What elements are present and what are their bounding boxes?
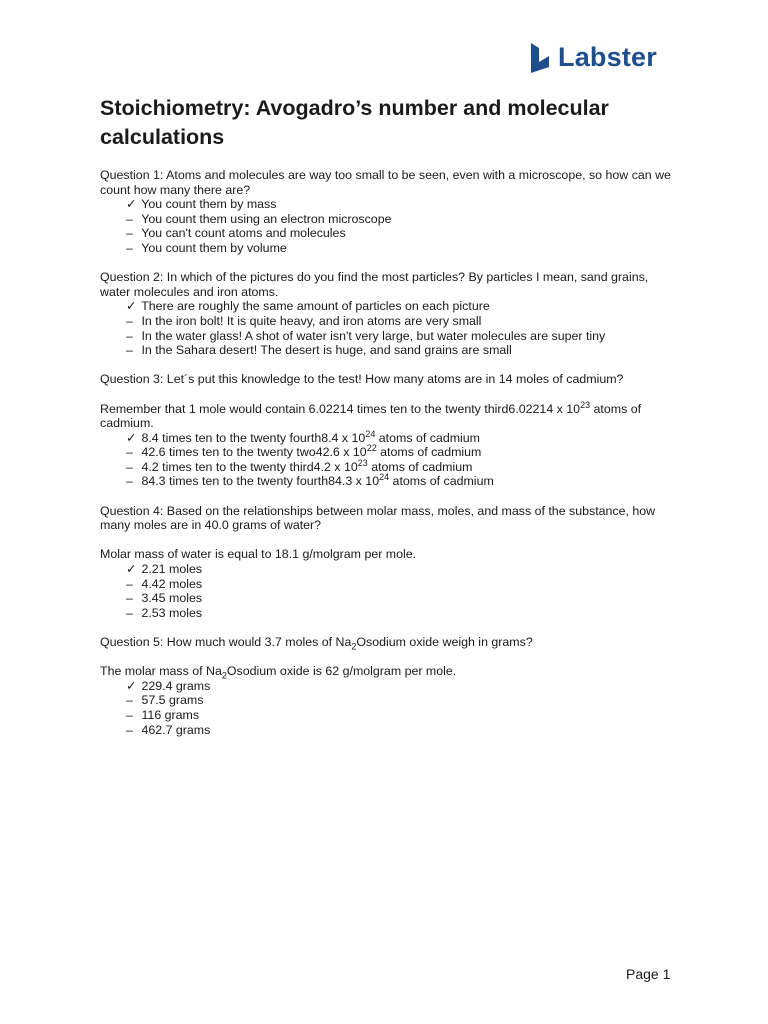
answer-option (126, 591, 680, 606)
answer-option (126, 723, 680, 738)
document-body (100, 168, 680, 752)
question-note: Molar mass of water is equal to 18.1 g/molgram per mole. (100, 547, 417, 562)
dash-icon: – (126, 226, 133, 241)
dash-icon: – (126, 605, 133, 620)
answer-option (126, 562, 680, 577)
answer-list (100, 299, 680, 357)
answer-option: – 4.2 times ten to the twenty third4.2 x $10^{23}$ atoms of cadmium (126, 457, 473, 474)
answer-text: 2.53 moles (141, 605, 203, 620)
dash-icon: – (126, 313, 133, 328)
answer-option (126, 708, 680, 723)
answer-text: In the water glass! A shot of water isn't very large, but water molecules are super tiny (141, 328, 606, 343)
answer-text: You count them using an electron microscope (141, 211, 392, 226)
answer-text: 3.45 moles (141, 591, 203, 606)
question-5 (100, 635, 680, 737)
answer-option (126, 679, 680, 694)
check-icon: ✓ (126, 562, 137, 577)
answer-option (126, 197, 680, 212)
answer-option (126, 299, 680, 314)
answer-text: There are roughly the same amount of particles on each picture (141, 299, 490, 314)
answer-option (126, 577, 680, 592)
answer-list (100, 428, 680, 489)
dash-icon: – (126, 707, 133, 722)
check-icon: ✓ (126, 197, 137, 212)
question-text: Question 5: How much would 3.7 moles of $Na_2Osodium$ oxide weigh in grams? (100, 635, 533, 652)
labster-logo-icon (528, 43, 550, 73)
check-icon: ✓ (126, 430, 137, 445)
answer-option (126, 212, 680, 227)
answer-text: 2.21 moles (141, 562, 203, 577)
logo-text: Labster (558, 42, 657, 72)
answer-text: In the Sahara desert! The desert is huge, and sand grains are small (141, 343, 512, 358)
dash-icon: – (126, 474, 133, 489)
answer-option: ✓ 8.4 times ten to the twenty fourth8.4 x $10^{24}$ atoms of cadmium (126, 428, 480, 445)
answer-option (126, 241, 680, 256)
check-icon: ✓ (126, 678, 137, 693)
page-number: Page 1 (626, 966, 671, 982)
answer-option (126, 343, 680, 358)
question-1 (100, 168, 680, 256)
answer-option (126, 606, 680, 621)
answer-text: You count them by volume (141, 240, 287, 255)
dash-icon: – (126, 576, 133, 591)
dash-icon: – (126, 343, 133, 358)
question-note: Remember that 1 mole would contain 6.02214 times ten to the twenty third6.02214 x $10^{23}$ atoms of cadmium. (100, 399, 642, 431)
question-note: The molar mass of $Na_2Osodium$ oxide is 62 g/molgram per mole. (100, 664, 457, 681)
question-text: Question 4: Based on the relationships between molar mass, moles, and mass of the substance, how many moles are in 40.0 grams of water? (100, 503, 656, 533)
dash-icon: – (126, 693, 133, 708)
answer-list (100, 197, 680, 255)
labster-logo (528, 42, 657, 73)
answer-option (126, 329, 680, 344)
question-text: Question 1: Atoms and molecules are way too small to be seen, even with a microscope, so how can we count how many there are? (100, 168, 671, 197)
dash-icon: – (126, 459, 133, 474)
dash-icon: – (126, 211, 133, 226)
question-4 (100, 504, 680, 621)
answer-text: 57.5 grams (141, 693, 204, 708)
page-title: Stoichiometry: Avogadro’s number and molecular calculations (100, 96, 609, 149)
dash-icon: – (126, 240, 133, 255)
dash-icon: – (126, 328, 133, 343)
question-2 (100, 270, 680, 358)
answer-text: 4.42 moles (141, 576, 203, 591)
answer-list (100, 679, 680, 737)
question-text: Question 2: In which of the pictures do you find the most particles? By particles I mean, sand grains, water molecules and iron atoms. (100, 270, 649, 299)
dash-icon: – (126, 445, 133, 460)
answer-option (126, 226, 680, 241)
answer-option (126, 693, 680, 708)
answer-option (126, 314, 680, 329)
check-icon: ✓ (126, 299, 137, 314)
answer-text: 116 grams (141, 707, 200, 722)
question-text: Question 3: Let´s put this knowledge to the test! How many atoms are in 14 moles of cadmium? (100, 372, 624, 387)
answer-option: – 84.3 times ten to the twenty fourth84.3 x $10^{24}$ atoms of cadmium (126, 472, 494, 489)
answer-text: You count them by mass (141, 197, 277, 212)
answer-option: – 42.6 times ten to the twenty two42.6 x $10^{22}$ atoms of cadmium (126, 443, 482, 460)
answer-text: You can't count atoms and molecules (141, 226, 346, 241)
dash-icon: – (126, 722, 133, 737)
dash-icon: – (126, 591, 133, 606)
answer-text: In the iron bolt! It is quite heavy, and iron atoms are very small (141, 313, 482, 328)
answer-text: 462.7 grams (141, 722, 211, 737)
answer-list (100, 562, 680, 620)
answer-text: 229.4 grams (141, 678, 211, 693)
question-3 (100, 372, 680, 489)
